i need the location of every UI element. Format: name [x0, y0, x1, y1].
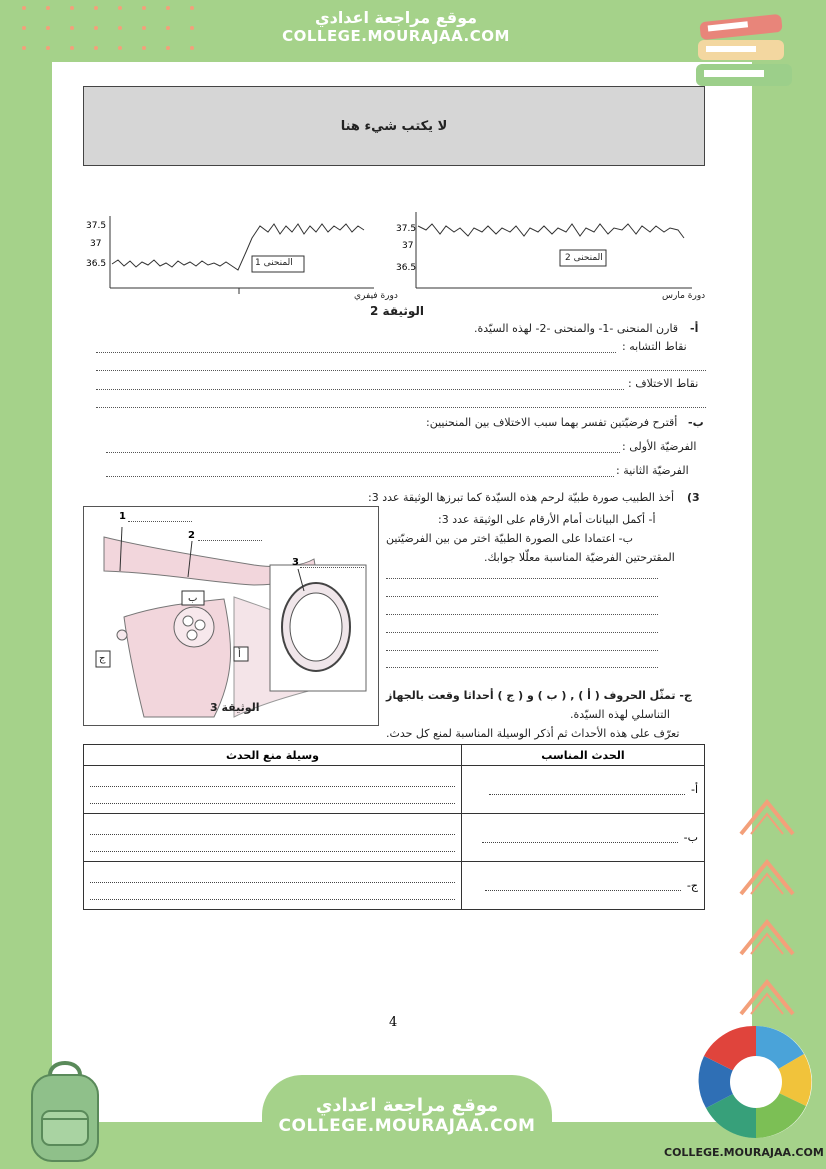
question-a-prefix: أ-	[690, 322, 699, 335]
row-label: أ-	[690, 783, 698, 796]
figure-letter-b: ب	[188, 593, 198, 604]
decorative-dots	[0, 0, 240, 60]
top-banner	[262, 0, 530, 58]
figure-label-1: 1	[119, 511, 126, 522]
differences-label: نقاط الاختلاف :	[628, 377, 699, 390]
banner-url[interactable]: COLLEGE.MOURAJAA.COM	[282, 27, 510, 45]
figure-letter-j: ج	[99, 653, 106, 664]
figure-letter-a: أ	[238, 649, 241, 660]
question-3c-line3: تعرّف على هذه الأحداث ثم أذكر الوسيلة المناسبة لمنع كل حدث.	[386, 727, 680, 740]
figure-label-3: 3	[292, 557, 299, 568]
question-a-text: قارن المنحنى -1- والمنحنى -2- لهذه السيّدة.	[474, 322, 679, 335]
question-3c-line1: ج- تمثّل الحروف ( أ ) , ( ب ) و ( ج ) أحداثا وقعت بالجهاز	[386, 689, 692, 702]
question-3b-line1: ب- اعتمادا على الصورة الطبيّة اختر من بين الفرضيّتين	[386, 532, 633, 545]
answer-line[interactable]	[386, 578, 658, 579]
table-row	[84, 814, 705, 862]
document-3-figure	[83, 506, 379, 726]
answer-line[interactable]	[386, 650, 658, 651]
curve-2-graph	[396, 208, 696, 308]
means-cell[interactable]	[84, 814, 462, 862]
events-table	[83, 744, 705, 910]
similarities-label: نقاط التشابه :	[622, 340, 687, 353]
chevron-up-icon	[737, 976, 797, 1016]
hypothesis-2-label: الفرضيّة الثانية :	[616, 464, 689, 477]
curve-2-tick-37: 37	[402, 241, 414, 251]
means-cell[interactable]	[84, 766, 462, 814]
question-3-text: أخذ الطبيب صورة طبيّة لرحم هذه السيّدة كما تبرزها الوثيقة عدد 3:	[368, 491, 675, 504]
bottom-banner	[262, 1075, 552, 1169]
answer-line[interactable]	[386, 596, 658, 597]
column-header-event: الحدث المناسب	[462, 745, 705, 766]
books-icon	[694, 10, 804, 98]
site-logo-icon	[694, 1022, 818, 1140]
question-3a-text: أ- أكمل البيانات أمام الأرقام على الوثيقة عدد 3:	[438, 513, 656, 526]
document-3-title: الوثيقة 3	[210, 701, 260, 714]
hypothesis-1-label: الفرضيّة الأولى :	[622, 440, 697, 453]
backpack-icon	[18, 1055, 112, 1165]
row-label: ب-	[683, 831, 698, 844]
chevron-up-icon	[737, 916, 797, 956]
page-number: 4	[389, 1015, 398, 1030]
column-header-means: وسيلة منع الحدث	[84, 745, 462, 766]
question-3c-line2: التناسلي لهذه السيّدة.	[570, 708, 670, 721]
means-cell[interactable]	[84, 862, 462, 910]
table-row	[84, 862, 705, 910]
question-3-number: 3)	[687, 491, 700, 504]
answer-line[interactable]	[386, 614, 658, 615]
event-cell[interactable]	[462, 814, 705, 862]
curve-1-graph	[84, 208, 380, 308]
curve-1-label: المنحنى 1	[255, 258, 293, 268]
table-row	[84, 766, 705, 814]
curve-2-tick-36.5: 36.5	[396, 263, 417, 273]
curve-2-xlabel: دورة مارس	[662, 291, 706, 301]
event-cell[interactable]	[462, 862, 705, 910]
banner-title: موقع مراجعة اعدادي	[314, 8, 478, 27]
row-label: ج-	[686, 879, 698, 892]
document-2-title: الوثيقة 2	[370, 304, 424, 318]
banner-title: موقع مراجعة اعدادي	[315, 1095, 499, 1116]
answer-line[interactable]	[106, 452, 620, 453]
question-3b-line2: المقترحتين الفرضيّة المناسبة معلّلا جوابك.	[484, 551, 675, 564]
answer-line[interactable]	[386, 667, 658, 668]
answer-line[interactable]	[96, 370, 706, 371]
answer-line[interactable]	[96, 407, 706, 408]
curve-1-tick-37.5: 37.5	[86, 221, 107, 231]
answer-line[interactable]	[96, 352, 616, 353]
answer-line[interactable]	[106, 476, 614, 477]
question-b-prefix: ب-	[688, 416, 704, 429]
curve-2-label: المنحنى 2	[565, 253, 603, 263]
brand-url[interactable]: COLLEGE.MOURAJAA.COM	[664, 1146, 824, 1159]
figure-label-2: 2	[188, 530, 195, 541]
answer-line[interactable]	[386, 632, 658, 633]
answer-line[interactable]	[96, 389, 624, 390]
label-answer-line[interactable]	[128, 521, 192, 522]
question-b-text: أقترح فرضيّتين تفسر بهما سبب الاختلاف بين المنحنيين:	[426, 416, 678, 429]
label-answer-line[interactable]	[300, 567, 364, 568]
curve-1-tick-37: 37	[90, 239, 102, 249]
event-cell[interactable]	[462, 766, 705, 814]
banner-url[interactable]: COLLEGE.MOURAJAA.COM	[278, 1116, 536, 1136]
curve-1-tick-36.5: 36.5	[86, 259, 107, 269]
chevron-up-icon	[737, 856, 797, 896]
chevron-up-icon	[737, 796, 797, 836]
curve-2-tick-37.5: 37.5	[396, 224, 417, 234]
curve-1-xlabel: دورة فيفري	[354, 291, 398, 301]
no-write-box: لا يكتب شيء هنا	[83, 86, 705, 166]
label-answer-line[interactable]	[198, 540, 262, 541]
